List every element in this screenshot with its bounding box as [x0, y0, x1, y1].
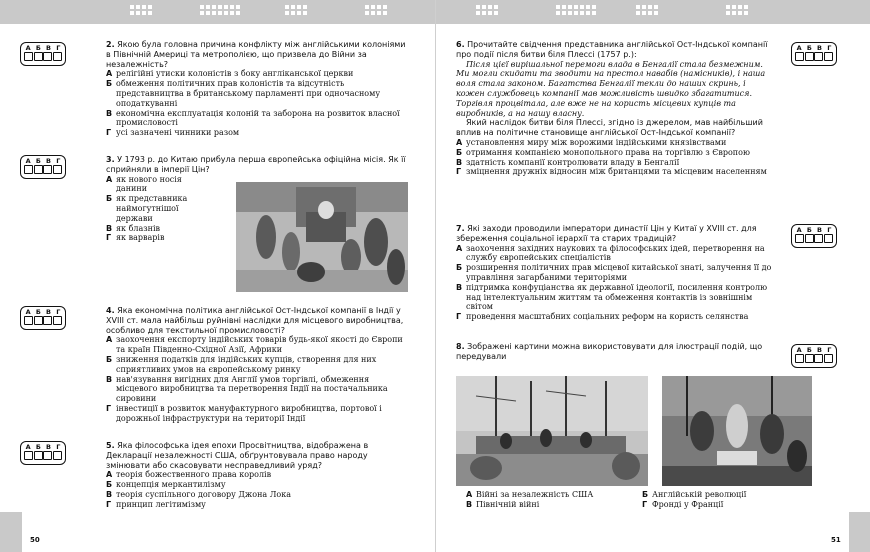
- answer-caption-right: [642, 490, 812, 510]
- boston-harbor-painting-image: [456, 376, 648, 486]
- decorative-dots: [476, 5, 498, 15]
- option-a[interactable]: А заохочення західних наукових та філософських ідей, перетворення на службу європейських спеціалістів: [456, 243, 765, 263]
- option-b[interactable]: Б концепція меркантилізму: [106, 480, 226, 490]
- option-a[interactable]: А заохочення експорту індійських товарів будь-якої якості до Європи та країн Південно-Східної Азії, Африки: [106, 335, 403, 355]
- option-b[interactable]: Б розширення політичних прав місцевої китайської знаті, залучення її до управління загарбаними територіями: [456, 263, 772, 282]
- question-6: [456, 40, 772, 177]
- option-g[interactable]: Г зміцнення дружніх відносин між британцями та місцевим населенням: [456, 167, 767, 177]
- page-number: 50: [30, 536, 40, 544]
- option-b[interactable]: Б отримання компанією монопольного права на торгівлю з Європою: [456, 147, 750, 157]
- answer-box-q4[interactable]: А Б В Г: [20, 306, 66, 330]
- bottom-decorative-strip: [849, 512, 870, 552]
- decorative-dots: [365, 5, 387, 15]
- option-b[interactable]: Б обмеження політичних прав колоністів та відсутність представництва в британському парламенті при одночасному оподаткуванні: [106, 79, 381, 108]
- option-b[interactable]: Б Англійській революції: [642, 490, 747, 499]
- question-stem: 6. Прочитайте свідчення представника англійської Ост-Індської компанії про події після битви біля Плессі (1757 р.):: [456, 40, 768, 59]
- question-4: [106, 306, 412, 424]
- question-stem: 5. Яка філософська ідея епохи Просвітництва, відображена в Декларації незалежності США, обґрунтовувала право народу змінювати або скасовувати несправедливий уряд?: [106, 441, 369, 470]
- option-v[interactable]: В теорія суспільного договору Джона Лока: [106, 489, 291, 499]
- question-stem: 7. Які заходи проводили імператори династії Цін у Китаї у XVIII ст. для збереження соціальної ієрархії та старих традицій?: [456, 224, 757, 243]
- source-quote: Після цієї вирішальної перемоги влада в Бенгалії стала безмежним. Ми могли скидати та зводити на престол навабів (намісників), і наша воля стала законом. Багатства Бенгалії текли до наших скринь, і кожен службовець компанії мав можливість швидко збагатитися. Торгівля процвітала, але вже не на користь місцевих купців та виробників, а на нашу власну.: [456, 59, 766, 118]
- option-g[interactable]: Г усі зазначені чинники разом: [106, 128, 240, 138]
- bottom-decorative-strip: [0, 512, 22, 552]
- option-a[interactable]: А теорія божественного права королів: [106, 470, 272, 480]
- answer-box-q5[interactable]: А Б В Г: [20, 441, 66, 465]
- question-7: [456, 224, 772, 322]
- answer-box-q6[interactable]: А Б В Г: [791, 42, 837, 66]
- decorative-dots: [200, 5, 240, 15]
- decorative-dots: [726, 5, 748, 15]
- boston-tea-party-painting-image: [662, 376, 812, 486]
- option-a[interactable]: А релігійні утиски колоністів з боку англіканської церкви: [106, 69, 354, 79]
- answer-box-q2[interactable]: А Б В Г: [20, 42, 66, 66]
- option-v[interactable]: В здатність компанії контролювати владу в Бенгалії: [456, 157, 680, 167]
- top-decorative-band: [436, 0, 870, 24]
- question-prompt: Який наслідок битви біля Плессі, згідно із джерелом, мав найбільший вплив на політичне становище англійської Ост-Індської компанії?: [456, 118, 763, 138]
- option-v[interactable]: В економічна експлуатація колоній та заборона на розвиток власної промисловості: [106, 108, 400, 128]
- answer-box-q8[interactable]: А Б В Г: [791, 344, 837, 368]
- page-number: 51: [831, 536, 841, 544]
- option-b[interactable]: Б як представника наймогутнішої держави: [106, 194, 188, 223]
- option-v[interactable]: В Північній війні: [466, 500, 540, 509]
- decorative-dots: [556, 5, 596, 15]
- question-stem: 3. У 1793 р. до Китаю прибула перша європейська офіційна місія. Як її сприйняли в імперії Цін?: [106, 155, 406, 174]
- qing-court-engraving-image: [236, 182, 408, 292]
- top-decorative-band: [0, 0, 435, 24]
- question-8: [456, 342, 772, 362]
- question-stem: 8. Зображені картини можна використовувати для ілюстрації подій, що передували: [456, 342, 763, 361]
- answer-box-q3[interactable]: А Б В Г: [20, 155, 66, 179]
- question-5: [106, 441, 412, 510]
- question-stem: 2. Якою була головна причина конфлікту між англійськими колоніями в Північній Америці та метрополією, що призвела до Війни за незалежність?: [106, 40, 406, 69]
- decorative-dots: [636, 5, 658, 15]
- option-g[interactable]: Г принцип легітимізму: [106, 499, 206, 509]
- answer-caption-left: [466, 490, 626, 510]
- option-a[interactable]: А як нового носія данини: [106, 174, 182, 194]
- option-g[interactable]: Г як варварів: [106, 233, 165, 243]
- option-g[interactable]: Г Фронді у Франції: [642, 500, 724, 509]
- decorative-dots: [130, 5, 152, 15]
- option-a[interactable]: А Війні за незалежність США: [466, 490, 594, 499]
- option-g[interactable]: Г інвестиції в розвиток мануфактурного виробництва, портової і дорожньої інфраструктури на території Індії: [106, 403, 382, 423]
- question-2: [106, 40, 412, 138]
- option-v[interactable]: В нав'язування вигідних для Англії умов торгівлі, обмеження місцевого виробництва та перетворення Індії на постачальника сировини: [106, 374, 388, 404]
- answer-box-q7[interactable]: А Б В Г: [791, 224, 837, 248]
- option-b[interactable]: Б зниження податків для індійських купців, створення для них сприятливих умов на європейському ринку: [106, 354, 377, 374]
- option-a[interactable]: А установлення миру між ворожими індійськими князівствами: [456, 137, 727, 147]
- option-g[interactable]: Г проведення масштабних соціальних реформ на користь селянства: [456, 312, 749, 322]
- question-stem: 4. Яка економічна політика англійської Ост-Індської компанії в Індії у XVIII ст. мала найбільш руйнівні наслідки для місцевого виробництва, особливо для текстильної промисловості?: [106, 306, 404, 335]
- decorative-dots: [285, 5, 307, 15]
- right-page: [435, 0, 870, 552]
- option-v[interactable]: В як блазнів: [106, 223, 161, 233]
- option-v[interactable]: В підтримка конфуціанства як державної ідеології, посилення контролю над інтелектуальним життям та обмеження контактів із зовнішнім світом: [456, 282, 768, 312]
